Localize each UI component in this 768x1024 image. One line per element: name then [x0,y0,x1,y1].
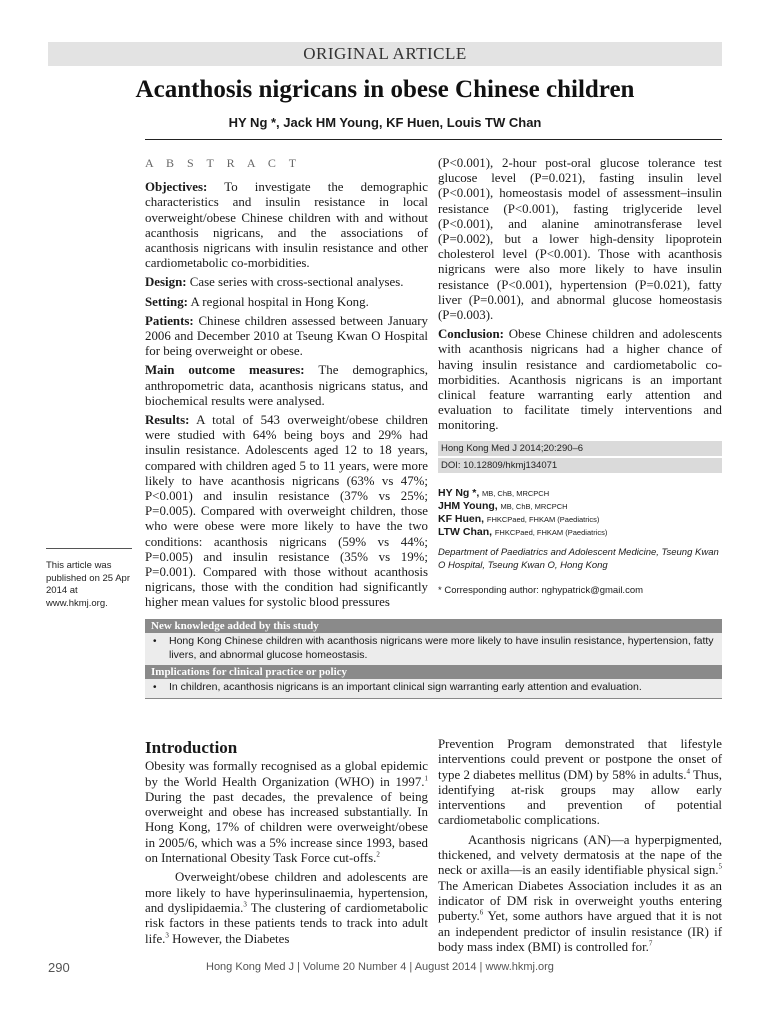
page-number: 290 [48,960,70,975]
setting-label: Setting: [145,294,188,309]
intro-paragraph-2: Overweight/obese children and adolescents are more likely to have hyperinsulinaemia, hypertension, and dyslipidaemia.$^3$ The clustering of cardiometabolic risk factors in these patients tends to track into adult life.$^3$ However, the Diabetes [145,870,428,946]
measures-text: The demographics, anthropometric data, acanthosis nigricans status, and biochemical results were analysed. [145,363,428,408]
conclusion-text: Obese Chinese children and adolescents with acanthosis nigricans had a higher chance of having insulin resistance and cardiometabolic co-morbidities. Acanthosis nigricans is an important clinical feature warranting early attention and evaluation to facilitate timely interventions and monitoring. [438,327,722,433]
objectives-text: To investigate the demographic characteristics and insulin resistance in local overweight/obese Chinese children with and without acanthosis nigricans, and the associations of acanthosis nigricans with insulin resistance and other cardiometabolic co-morbidities. [145,180,428,271]
new-knowledge-heading: New knowledge added by this study [145,619,722,633]
bullet-icon: • [153,682,157,693]
journal-citation: Hong Kong Med J 2014;20:290–6 [438,441,722,456]
corresponding-author: * Corresponding author: nghypatrick@gmail.com [438,585,644,596]
results-continued: (P<0.001), 2-hour post-oral glucose tolerance test glucose level (P=0.021), fasting insulin level (P<0.001), homeostasis model of assessment–insulin resistance (P<0.001), fasting triglyceride level (P<0.001), and alanine aminotransferase level (P=0.002), but a lower high-density lipoprotein cholesterol level (P<0.001). Those with acanthosis nigricans were also more likely to have insulin resistance (P<0.001), hypertension (P=0.021), fatty liver (P=0.001), and abnormal glucose homeostasis (P=0.003). [438,156,722,323]
new-knowledge-item: • Hong Kong Chinese children with acanthosis nigricans were more likely to have insulin resistance, hypertension, fatty livers, and abnormal glucose homeostasis. [145,633,722,665]
sidenote-rule [46,548,132,549]
reference-marker[interactable]: 4 [686,767,690,776]
reference-marker[interactable]: 1 [424,774,428,783]
intro-paragraph-3: Prevention Program demonstrated that lifestyle interventions could prevent or postpone the onset of type 2 diabetes mellitus (DM) by 58% in adults.$^4$ Thus, identifying at-risk groups may allow early interventions and prevention of potential cardiometabolic complications. [438,737,723,828]
conclusion-label: Conclusion: [438,327,504,342]
abstract-heading: A B S T R A C T [145,156,302,170]
intro-paragraph-1: Obesity was formally recognised as a global epidemic by the World Health Organization (WHO) in 1997.$^1$ During the past decades, the prevalence of being overweight and obese has increased substantially. In Hong Kong, 17% of children were overweight/obese in 2005/6, which was a 5% increase since 1993, based on International Obesity Task Force cut-offs.$^2$ [145,759,428,866]
author-credentials [438,487,722,539]
reference-marker[interactable]: 2 [376,850,380,859]
department-affiliation: Department of Paediatrics and Adolescent Medicine, Tseung Kwan O Hospital, Tseung Kwan O, Hong Kong [438,547,719,571]
author-entry: LTW Chan, FHKCPaed, FHKAM (Paediatrics) [438,526,608,538]
results-label: Results: [145,413,190,428]
abstract-right-column [438,156,722,438]
citation-box [438,441,722,475]
publication-note: This article was published on 25 Apr 2014 at www.hkmj.org. [46,560,130,609]
implications-heading: Implications for clinical practice or policy [145,665,722,679]
intro-paragraph-4: Acanthosis nigricans (AN)—a hyperpigmented, thickened, and velvety dermatosis at the nape of the neck or axilla—is an easily identifiable physical sign.$^5$ The American Diabetes Association includes it as an indicator of DM risk in overweight youths entering puberty.$^6$ Yet, some authors have argued that it is not an independent predictor of insulin resistance (IR) if body mass index (BMI) is controlled for.$^7$ [438,832,722,954]
section-label: ORIGINAL ARTICLE [48,42,722,66]
abstract-objectives [145,180,428,271]
abstract-conclusion [438,327,722,433]
design-text: Case series with cross-sectional analyses. [189,275,404,290]
author-line: HY Ng *, Jack HM Young, KF Huen, Louis TW Chan [228,115,542,130]
box-bottom-rule [145,698,722,699]
author-entry: JHM Young, MB, ChB, MRCPCH [438,500,568,512]
intro-right-column [438,737,722,959]
introduction-heading: Introduction [145,738,238,757]
setting-text: A regional hospital in Hong Kong. [190,294,369,309]
intro-left-column [145,740,428,951]
patients-label: Patients: [145,313,194,328]
abstract-setting [145,295,428,310]
article-title: Acanthosis nigricans in obese Chinese children [135,76,635,103]
results-text: A total of 543 overweight/obese children were studied with 64% being boys and 29% had insulin resistance. Adolescents aged 12 to 18 years, compared with children aged 5 to 11 years, were more likely to have acanthosis nigricans (63% vs 47%; P<0.001) and insulin resistance (37% vs 25%; P=0.005). Compared with overweight children, those who were obese were more likely to have the two conditions: acanthosis nigricans (59% vs 44%; P=0.005) and insulin resistance (35% vs 19%; P=0.001). Compared with those without acanthosis nigricans, those with the condition had significantly higher mean values for systolic blood pressures [145,413,428,610]
abstract-design [145,275,428,290]
reference-marker[interactable]: 5 [718,863,722,872]
reference-marker[interactable]: 7 [648,939,653,948]
author-entry: HY Ng *, MB, ChB, MRCPCH [438,487,550,499]
reference-marker[interactable]: 3 [243,900,247,909]
objectives-label: Objectives: [145,180,208,195]
reference-marker[interactable]: 3 [165,931,169,940]
design-label: Design: [145,275,187,290]
abstract-measures [145,363,428,409]
implications-item: • In children, acanthosis nigricans is an important clinical sign warranting early attention and evaluation. [145,679,722,698]
journal-footer-line: Hong Kong Med J | Volume 20 Number 4 | August 2014 | www.hkmj.org [206,961,554,973]
abstract-results [145,413,428,611]
measures-label: Main outcome measures: [145,363,305,378]
doi-link[interactable]: DOI: 10.12809/hkmj134071 [438,458,722,473]
reference-marker[interactable]: 6 [479,908,484,917]
header-rule [145,139,722,140]
abstract-patients [145,314,428,360]
patients-text: Chinese children assessed between January 2006 and December 2010 at Tseung Kwan O Hospital for being overweight or obese. [145,313,428,359]
abstract-left-column [145,156,428,615]
key-messages-box [145,619,722,699]
bullet-icon: • [153,636,157,647]
author-entry: KF Huen, FHKCPaed, FHKAM (Paediatrics) [438,513,600,525]
